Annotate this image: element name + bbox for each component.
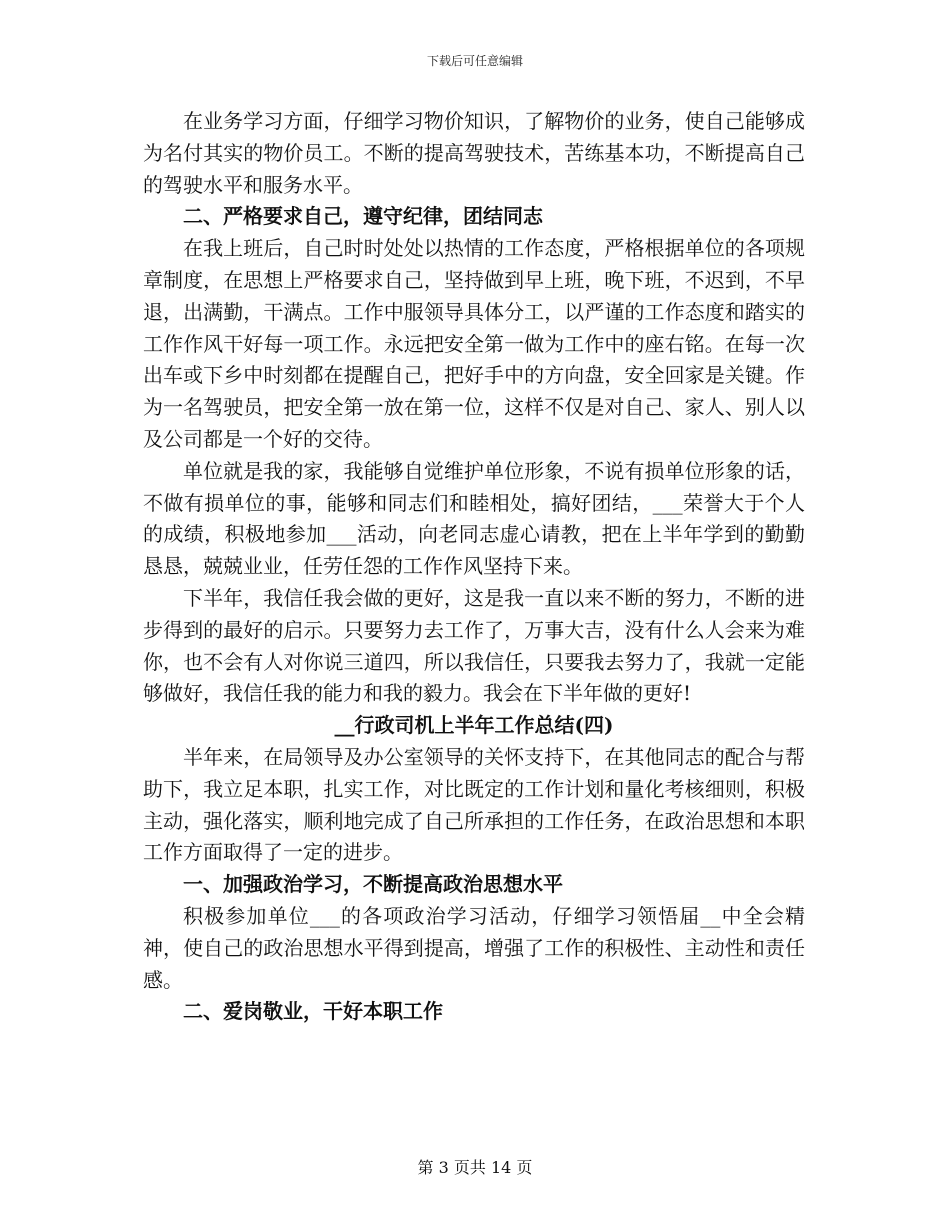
section-heading-politics: 一、加强政治学习，不断提高政治思想水平	[183, 872, 563, 897]
document-body	[143, 106, 805, 1028]
page-footer: 第 3 页共 14 页	[417, 1158, 533, 1177]
paragraph-discipline: 在我上班后，自己时时处处以热情的工作态度，严格根据单位的各项规章制度，在思想上严格要求自己，坚持做到早上班，晚下班，不迟到，不早退，出满勤，干满点。工作中服领导具体分工，以严谨的工作态度和踏实的工作作风干好每一项工作。永远把安全第一做为工作中的座右铭。在每一次出车或下乡中时刻都在提醒自己，把好手中的方向盘，安全回家是关键。作为一名驾驶员，把安全第一放在第一位，这样不仅是对自己、家人、别人以及公司都是一个好的交待。	[143, 236, 805, 451]
page-header: 下载后可任意编辑	[426, 54, 523, 68]
paragraph-half-year: 半年来，在局领导及办公室领导的关怀支持下，在其他同志的配合与帮助下，我立足本职，扎实工作，对比既定的工作计划和量化考核细则，积极主动，强化落实，顺利地完成了自己所承担的工作任务，在政治思想和本职工作方面取得了一定的进步。	[143, 744, 805, 865]
section-heading-job: 二、爱岗敬业，干好本职工作	[183, 999, 443, 1024]
paragraph-second-half: 下半年，我信任我会做的更好，这是我一直以来不断的努力，不断的进步得到的最好的启示。只要努力去工作了，万事大吉，没有什么人会来为难你，也不会有人对你说三道四，所以我信任，只要我去努力了，我就一定能够做好，我信任我的能力和我的毅力。我会在下半年做的更好!	[143, 585, 805, 706]
paragraph-politics: 积极参加单位___的各项政治学习活动，仔细学习领悟届__中全会精神，使自己的政治思想水平得到提高，增强了工作的积极性、主动性和责任感。	[143, 903, 805, 992]
document-section-title: __行政司机上半年工作总结(四)	[334, 713, 614, 738]
paragraph-unit-home: 单位就是我的家，我能够自觉维护单位形象，不说有损单位形象的话，不做有损单位的事，能够和同志们和睦相处，搞好团结，___荣誉大于个人的成绩，积极地参加___活动，向老同志虚心请教，把在上半年学到的勤勤恳恳，兢兢业业，任劳任怨的工作作风坚持下来。	[143, 458, 805, 579]
paragraph-study: 在业务学习方面，仔细学习物价知识，了解物价的业务，使自己能够成为名付其实的物价员工。不断的提高驾驶技术，苦练基本功，不断提高自己的驾驶水平和服务水平。	[143, 109, 805, 197]
section-heading-discipline: 二、严格要求自己，遵守纪律，团结同志	[183, 204, 543, 229]
